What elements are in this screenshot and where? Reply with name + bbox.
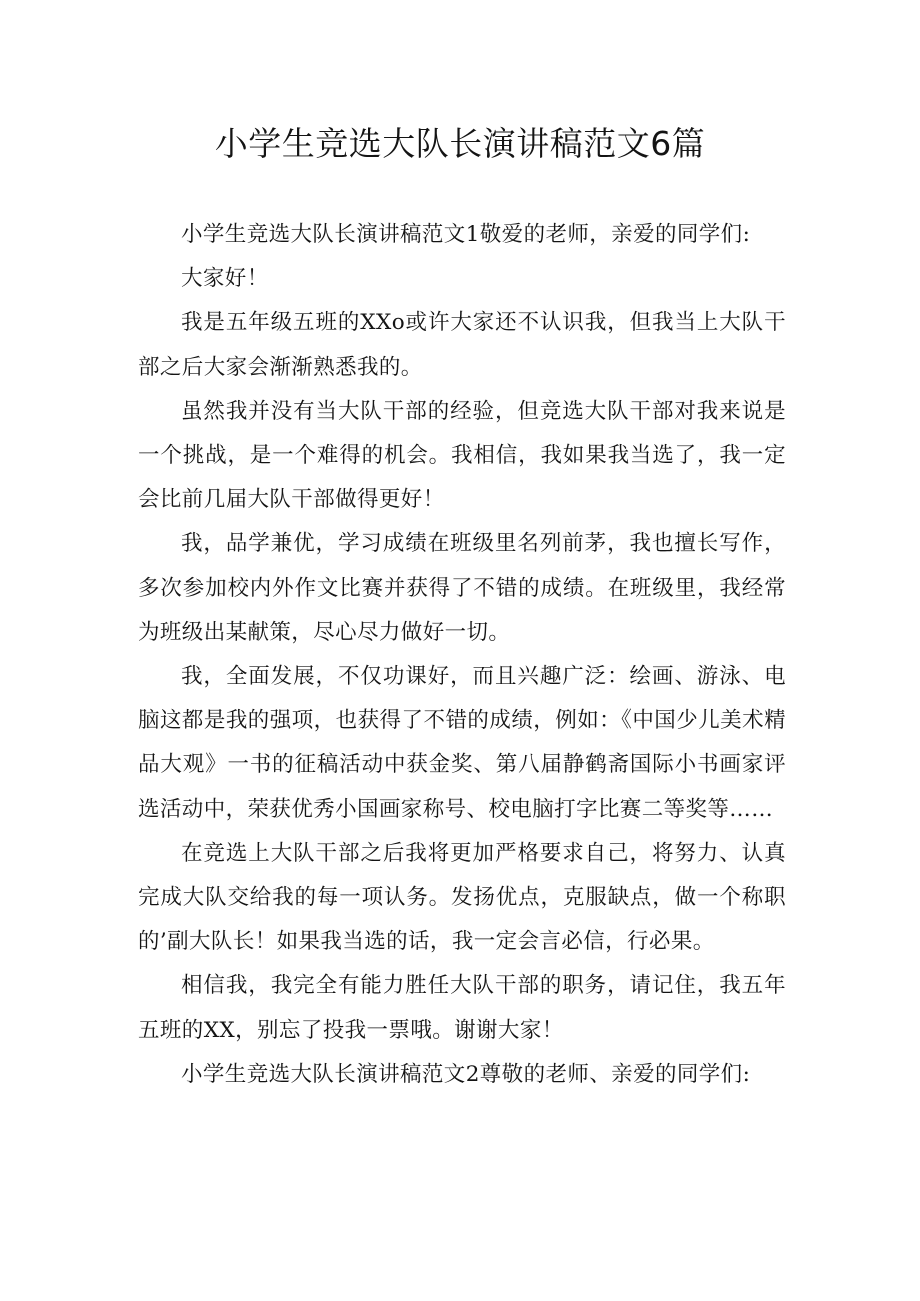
paragraph: 虽然我并没有当大队干部的经验，但竞选大队干部对我来说是一个挑战，是一个难得的机会。我相信，我如果我当选了，我一定会比前几届大队干部做得更好！	[138, 398, 786, 513]
document-title: 小学生竞选大队长演讲稿范文6篇	[214, 124, 706, 163]
paragraph: 大家好！	[181, 266, 269, 292]
document-body	[138, 213, 786, 1097]
paragraph: 小学生竞选大队长演讲稿范文2尊敬的老师、亲爱的同学们:	[181, 1061, 751, 1087]
paragraph: 小学生竞选大队长演讲稿范文1敬爱的老师，亲爱的同学们:	[181, 222, 751, 247]
paragraph: 我，全面发展，不仅功课好，而且兴趣广泛：绘画、游泳、电脑这都是我的强项，也获得了不错的成绩，例如：《中国少儿美术精品大观》一书的征稿活动中获金奖、第八届静鹤斋国际小书画家评选活动中，荣获优秀小国画家称号、校电脑打字比赛二等奖等……	[138, 664, 786, 822]
paragraph: 在竞选上大队干部之后我将更加严格要求自己，将努力、认真完成大队交给我的每一项认务。发扬优点，克服缺点，做一个称职的’副大队长！如果我当选的话，我一定会言必信，行必果。	[138, 840, 786, 955]
paragraph: 我是五年级五班的XXo或许大家还不认识我，但我当上大队干部之后大家会渐渐熟悉我的。	[138, 310, 786, 380]
paragraph: 我，品学兼优，学习成绩在班级里名列前茅，我也擅长写作，多次参加校内外作文比赛并获得了不错的成绩。在班级里，我经常为班级出某献策，尽心尽力做好一切。	[138, 531, 786, 645]
paragraph: 相信我，我完全有能力胜任大队干部的职务，请记住，我五年五班的XX，别忘了投我一票哦。谢谢大家！	[138, 973, 786, 1043]
